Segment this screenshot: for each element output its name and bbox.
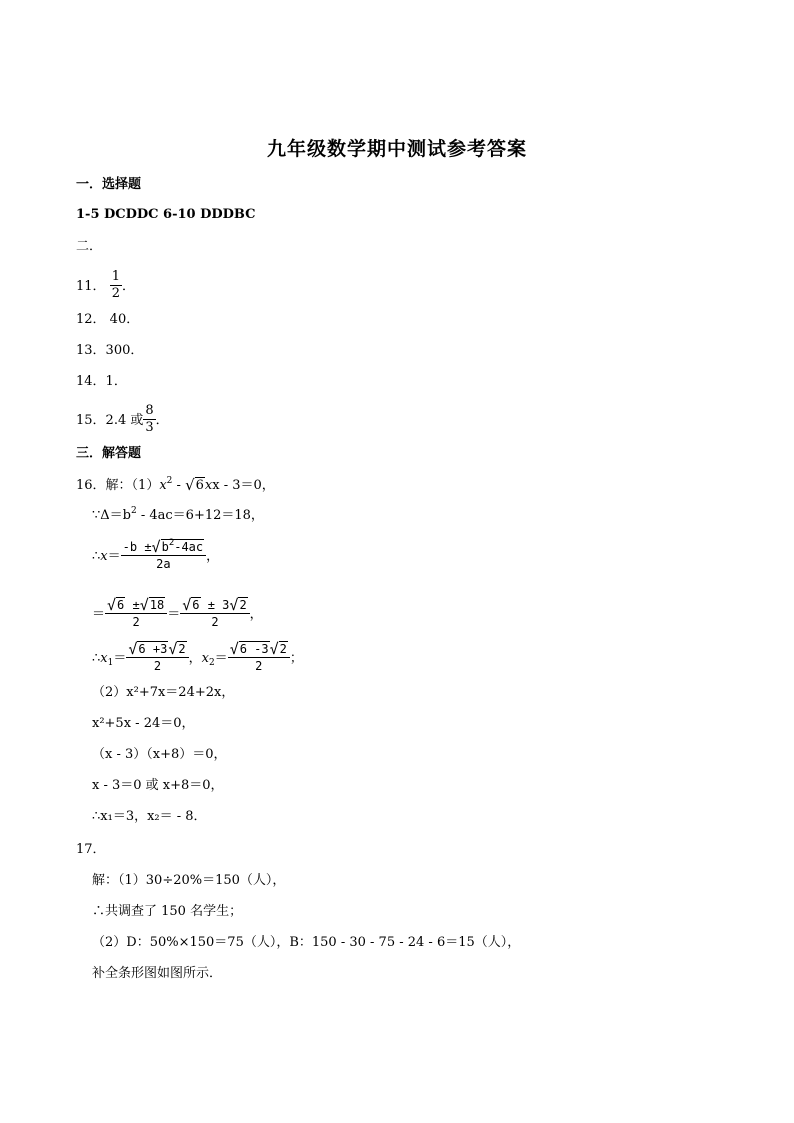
q16-equation-1: 16．解：$(1)x^2 - √6xx - 3=0$， [76,476,275,494]
sqrt-six: √6 [185,476,204,494]
q16-quadratic-formula: ∴x＝ $\frac{-b \pm√b^2-4ac}{2a}$ ， [92,538,220,571]
fraction-denominator: 3 [145,420,154,435]
choice-answers: 1-5 DCDDC 6-10 DDDBC [76,207,256,222]
q16-step-2: ＝ $\frac{√6 \pm√18}{2}$ ＝ $\frac{√6 \pm 3√2}{2}$ ， [92,596,263,629]
answer-15-end: ． [155,413,169,428]
q16-discriminant: $\because\Delta=b^2 - 4ac=6+12=18$， [92,506,264,523]
page-title: 九年级数学期中测试参考答案 [266,138,527,160]
step2-fraction-a: $\frac{√6 \pm√18}{2}$ [105,597,167,630]
fraction-numerator: 8 [145,403,154,418]
q16-delta-tail: - 4ac＝6+12＝18， [136,508,264,523]
solution-2-fraction: $\frac{√6 -3√2}{2}$ [228,641,290,674]
answer-15-label: 15．2.4 或 [76,413,144,428]
answer-13: 13．300． [76,343,144,358]
formula-fraction [121,539,207,572]
sqrt-discriminant: $√b^2-4ac$ [151,538,204,556]
answer-11-end: ． [121,279,135,294]
answer-12: 12． 40． [76,312,140,327]
q16-line-c: x - 3＝0 或 x+8＝0， [92,778,224,793]
q16-label: 16．解：（1） [76,478,160,493]
q17-line-1: 解：（1）30÷20%＝150（人）， [92,873,286,888]
q16-part-2: （2）x²+7x＝24+2x， [92,685,235,700]
section-heading-choice: 一．选择题 [76,177,142,192]
formula-numerator: -b ± [122,540,152,554]
solution-1-fraction: $\frac{√6 +3√2}{2}$ [126,641,188,674]
q16-eq1-tail: x - 3＝0， [212,478,275,493]
answer-15 [76,404,169,437]
section-heading-fill: 二． [76,239,103,254]
q17-line-4: 补全条形图如图所示． [92,966,223,981]
answer-17-label: 17． [76,842,106,857]
formula-denominator: 2a [156,557,171,571]
step2-fraction-b: $\frac{√6 \pm 3√2}{2}$ [180,597,249,630]
q16-line-d: ∴x₁＝3，x₂＝ - 8． [92,809,207,824]
fraction-numerator: 1 [111,269,120,284]
fraction-denominator: 2 [111,286,120,301]
q17-line-2: ∴共调查了 150 名学生； [92,904,243,919]
q16-solutions: $\therefore x_1=$ $\frac{√6 +3√2}{2}$ ，$x_2=$ $\frac{√6 -3√2}{2}$ ； [92,640,303,673]
fraction-eight-thirds [143,403,155,436]
answer-14: 14．1． [76,374,127,389]
fraction-one-half [110,269,122,302]
answer-11-label: 11． [76,279,106,294]
q16-line-b: （x - 3）（x+8）＝0， [92,747,227,762]
q17-line-3: （2）D：50%×150＝75（人），B：150 - 30 - 75 - 24 - 6＝15（人）， [92,935,521,950]
answer-11 [76,270,135,303]
q16-delta: ∵Δ＝b [92,508,131,523]
q16-line-a: x²+5x - 24＝0， [92,716,195,731]
section-heading-solve: 三．解答题 [76,446,142,461]
